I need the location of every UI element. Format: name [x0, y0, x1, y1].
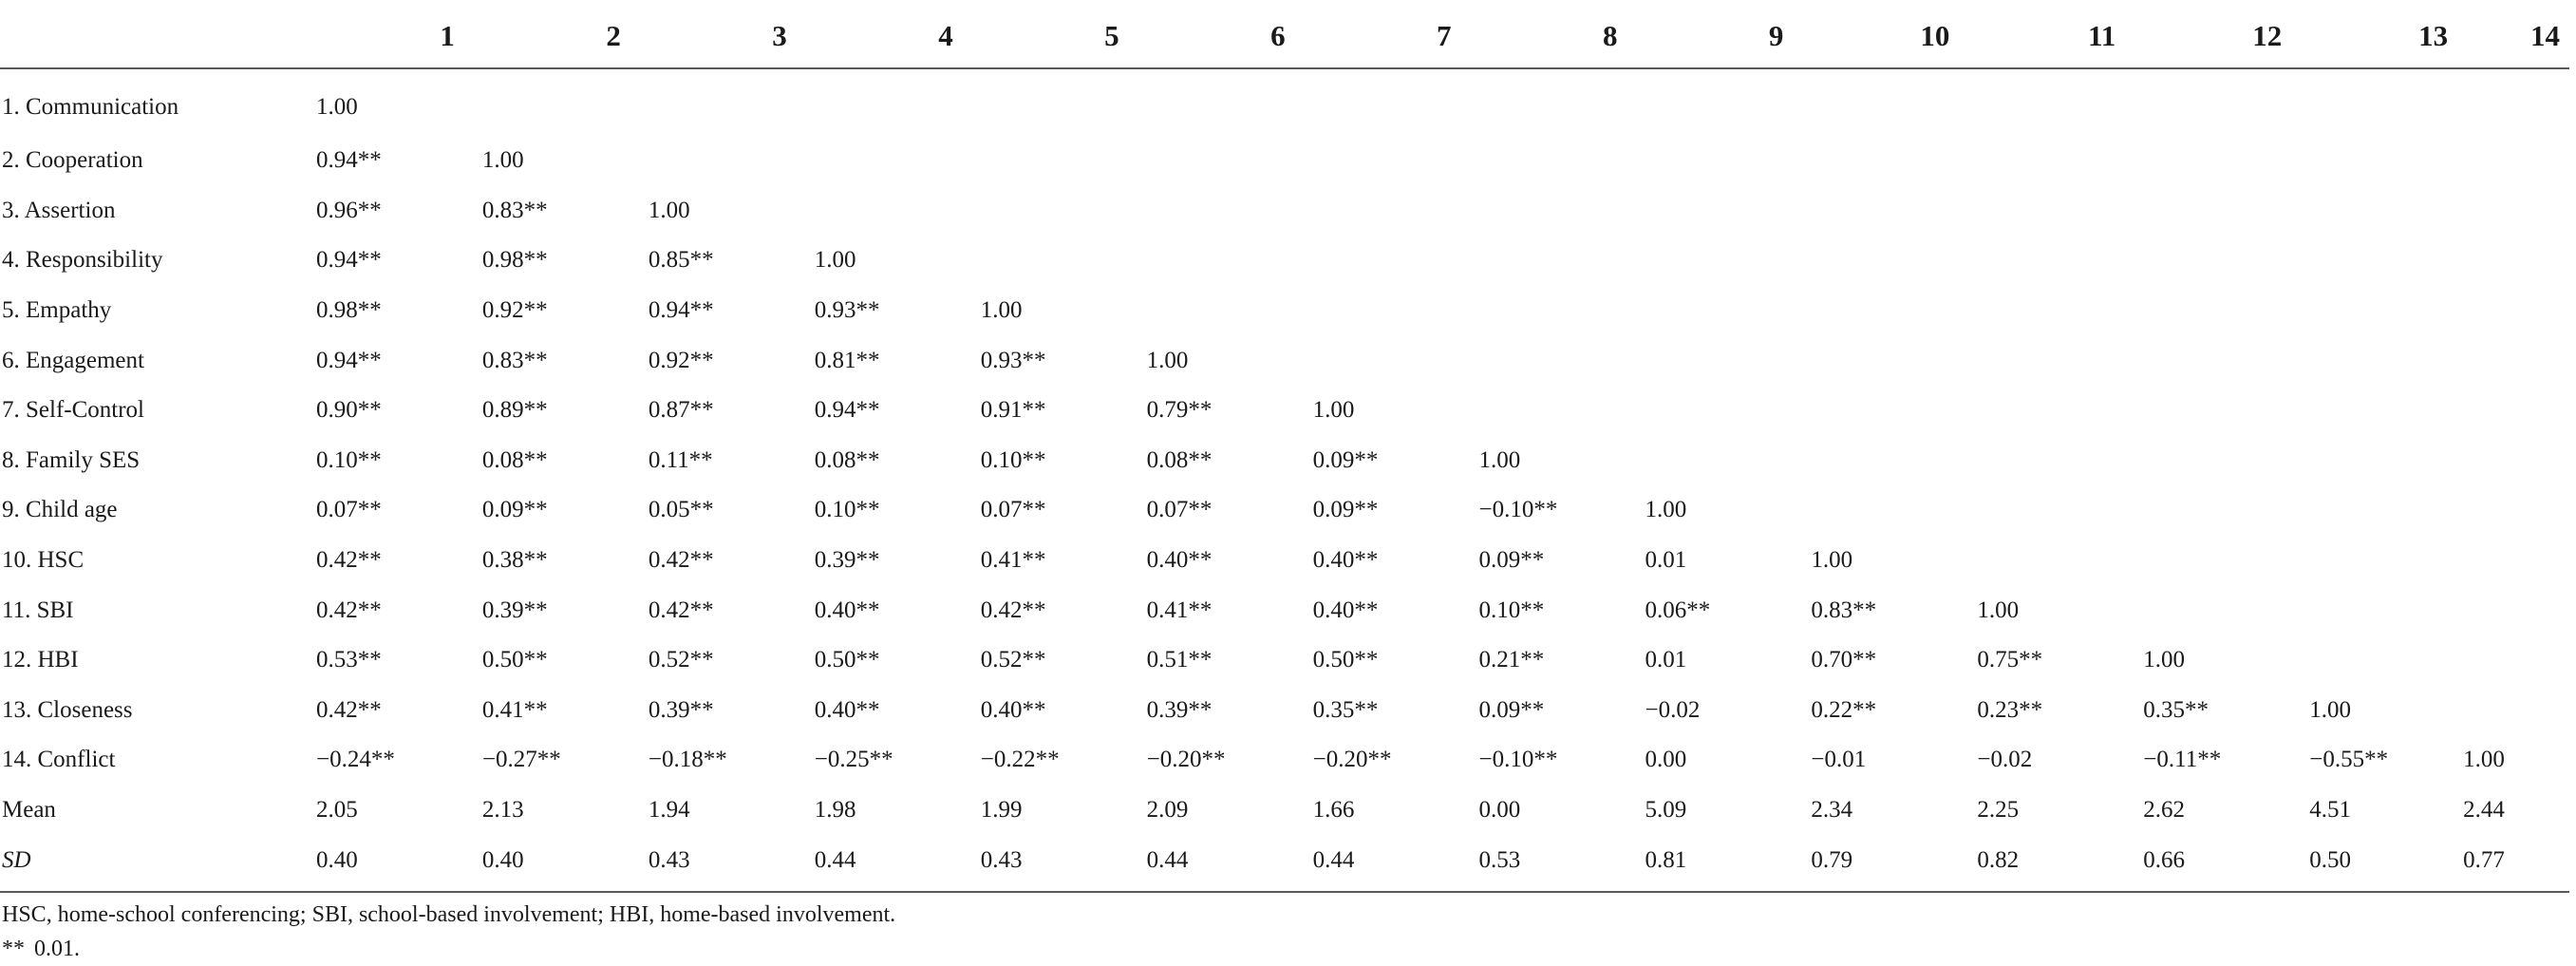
- table-cell: 0.53: [1457, 835, 1624, 892]
- table-cell: 0.50: [2287, 835, 2454, 892]
- table-cell: −0.22**: [980, 747, 1060, 773]
- table-cell: 0.40**: [980, 696, 1046, 723]
- table-cell: [2287, 585, 2454, 635]
- table-cell: 0.40**: [1146, 547, 1213, 574]
- table-notes: [2, 898, 895, 966]
- significance-symbol: **: [2, 937, 25, 961]
- table-cell: 1.00: [481, 147, 524, 174]
- table-cell: [2287, 635, 2454, 686]
- table-cell: [1291, 186, 1457, 237]
- table-cell: 2.44: [2463, 797, 2505, 824]
- table-cell: 0.70**: [1811, 647, 1877, 673]
- table-cell: 0.05**: [648, 497, 714, 523]
- table-cell: [1955, 186, 2121, 237]
- table-cell: 0.44: [1291, 835, 1457, 892]
- table-cell: [2287, 236, 2454, 286]
- table-cell: [2454, 286, 2569, 336]
- table-cell: 0.66: [2121, 835, 2287, 892]
- table-cell: 0.07**: [980, 497, 1046, 523]
- table-cell: [959, 68, 1125, 136]
- table-cell: −0.02: [1977, 747, 2033, 773]
- table-cell: 0.42**: [315, 547, 382, 574]
- table-cell: [2454, 485, 2569, 536]
- table-cell: 0.21**: [1478, 647, 1545, 673]
- table-cell: 0.83**: [1811, 597, 1877, 623]
- table-cell: 1.00: [1645, 497, 1687, 523]
- table-cell: 0.01: [1645, 647, 1687, 673]
- table-cell: 2.34: [1811, 797, 1853, 824]
- table-cell: 0.52**: [648, 647, 714, 673]
- column-header-9: 9: [1623, 14, 1789, 68]
- row-label: 4. Responsibility: [2, 247, 163, 274]
- table-cell: 0.50**: [1312, 647, 1379, 673]
- table-cell: [1955, 485, 2121, 536]
- table-cell: 1.00: [2309, 696, 2351, 723]
- column-header-1: 1: [294, 14, 461, 68]
- table-cell: [1789, 236, 1955, 286]
- table-cell: 2.25: [1977, 797, 2020, 824]
- table-cell: [1291, 236, 1457, 286]
- table-cell: 0.07**: [315, 497, 382, 523]
- significance-text: 0.01.: [34, 937, 80, 961]
- table-cell: 0.06**: [1645, 597, 1711, 623]
- table-cell: 0.94**: [315, 147, 382, 174]
- correlation-table: [0, 14, 2569, 893]
- table-cell: [2121, 536, 2287, 586]
- table-cell: −0.55**: [2309, 747, 2389, 773]
- table-cell: 0.75**: [1977, 647, 2043, 673]
- table-row: [0, 536, 2569, 586]
- row-label: 9. Child age: [2, 497, 118, 523]
- table-cell: [793, 186, 959, 237]
- table-cell: [2121, 485, 2287, 536]
- table-cell: [2454, 236, 2569, 286]
- table-cell: [2454, 635, 2569, 686]
- table-row: [0, 236, 2569, 286]
- table-cell: 0.09**: [1312, 497, 1379, 523]
- table-cell: [2287, 536, 2454, 586]
- table-cell: 0.51**: [1146, 647, 1213, 673]
- table-cell: 1.99: [980, 797, 1023, 824]
- table-cell: 0.08**: [1146, 446, 1213, 473]
- table-cell: 0.94**: [315, 347, 382, 373]
- table-cell: [1125, 136, 1291, 186]
- table-cell: −0.10**: [1478, 497, 1558, 523]
- table-cell: [2287, 386, 2454, 436]
- table-cell: 0.39**: [481, 597, 548, 623]
- table-cell: 0.79**: [1146, 397, 1213, 424]
- row-label: SD: [0, 835, 294, 892]
- row-label: 14. Conflict: [2, 747, 116, 773]
- table-row: [0, 68, 2569, 136]
- table-cell: 0.96**: [315, 197, 382, 223]
- column-header-10: 10: [1789, 14, 1955, 68]
- table-cell: 0.10**: [1478, 597, 1545, 623]
- table-cell: 0.40**: [814, 696, 880, 723]
- column-header-14: 14: [2454, 14, 2569, 68]
- table-cell: 0.41**: [1146, 597, 1213, 623]
- table-row: [0, 286, 2569, 336]
- row-label: 1. Communication: [2, 94, 179, 120]
- table-cell: 0.85**: [648, 247, 714, 274]
- table-cell: [2287, 186, 2454, 237]
- table-cell: 0.81: [1623, 835, 1789, 892]
- column-header-8: 8: [1457, 14, 1624, 68]
- table-cell: [1789, 386, 1955, 436]
- column-header-6: 6: [1125, 14, 1291, 68]
- table-cell: [2454, 335, 2569, 386]
- table-row: [0, 335, 2569, 386]
- table-cell: 0.22**: [1811, 696, 1877, 723]
- table-cell: −0.10**: [1478, 747, 1558, 773]
- table-cell: 0.42**: [315, 696, 382, 723]
- table-cell: [1789, 335, 1955, 386]
- column-header-3: 3: [627, 14, 793, 68]
- table-cell: 2.13: [481, 797, 524, 824]
- table-cell: [2121, 68, 2287, 136]
- table-cell: 0.92**: [481, 297, 548, 324]
- table-cell: 1.00: [1146, 347, 1189, 373]
- table-cell: [2121, 386, 2287, 436]
- table-cell: 1.66: [1312, 797, 1355, 824]
- table-cell: 0.08**: [481, 446, 548, 473]
- table-cell: 4.51: [2309, 797, 2351, 824]
- table-cell: 2.05: [315, 797, 358, 824]
- table-cell: 1.00: [1312, 397, 1355, 424]
- table-cell: 0.40**: [1312, 597, 1379, 623]
- table-cell: [1623, 236, 1789, 286]
- table-cell: [1623, 335, 1789, 386]
- table-cell: 0.91**: [980, 397, 1046, 424]
- table-cell: [1457, 136, 1624, 186]
- table-cell: 0.94**: [648, 297, 714, 324]
- table-cell: [793, 136, 959, 186]
- table-cell: −0.25**: [814, 747, 893, 773]
- column-header-4: 4: [793, 14, 959, 68]
- table-cell: 0.07**: [1146, 497, 1213, 523]
- table-cell: [2287, 68, 2454, 136]
- table-cell: 1.94: [648, 797, 690, 824]
- table-cell: [1457, 286, 1624, 336]
- table-cell: [959, 186, 1125, 237]
- column-header-13: 13: [2287, 14, 2454, 68]
- table-cell: 0.83**: [481, 347, 548, 373]
- table-cell: [1291, 335, 1457, 386]
- column-header-2: 2: [461, 14, 627, 68]
- table-cell: −0.24**: [315, 747, 395, 773]
- table-cell: [1623, 436, 1789, 486]
- table-cell: [2121, 335, 2287, 386]
- table-cell: [1457, 386, 1624, 436]
- table-cell: 0.09**: [1478, 547, 1545, 574]
- table-cell: 0.10**: [980, 446, 1046, 473]
- table-cell: [2121, 186, 2287, 237]
- table-row: [0, 386, 2569, 436]
- table-cell: [2121, 436, 2287, 486]
- table-cell: 1.00: [980, 297, 1023, 324]
- header-row: [0, 14, 2569, 68]
- table-cell: 0.50**: [814, 647, 880, 673]
- table-cell: [1789, 68, 1955, 136]
- table-cell: [2121, 236, 2287, 286]
- table-cell: [1623, 136, 1789, 186]
- table-cell: [2454, 585, 2569, 635]
- table-cell: [2454, 386, 2569, 436]
- table-cell: 1.00: [315, 94, 358, 120]
- table-cell: 0.44: [793, 835, 959, 892]
- table-cell: 0.43: [627, 835, 793, 892]
- table-cell: [1623, 286, 1789, 336]
- table-cell: [2287, 136, 2454, 186]
- table-cell: [461, 68, 627, 136]
- table-cell: 0.41**: [980, 547, 1046, 574]
- table-cell: 0.94**: [814, 397, 880, 424]
- table-cell: 0.98**: [315, 297, 382, 324]
- table-row: [0, 136, 2569, 186]
- table-cell: 1.00: [648, 197, 690, 223]
- table-cell: 0.83**: [481, 197, 548, 223]
- table-cell: −0.20**: [1146, 747, 1226, 773]
- table-cell: 0.98**: [481, 247, 548, 274]
- table-cell: −0.01: [1811, 747, 1867, 773]
- table-cell: 0.11**: [648, 446, 713, 473]
- table-cell: 0.41**: [481, 696, 548, 723]
- table-cell: 0.39**: [814, 547, 880, 574]
- column-header-5: 5: [959, 14, 1125, 68]
- table-row: [0, 186, 2569, 237]
- table-cell: 0.23**: [1977, 696, 2043, 723]
- table-row: [0, 635, 2569, 686]
- table-cell: 1.00: [1977, 597, 2020, 623]
- table-cell: 0.44: [1125, 835, 1291, 892]
- significance-note: [2, 932, 895, 966]
- table-row: [0, 436, 2569, 486]
- table-cell: [627, 68, 793, 136]
- row-label: 12. HBI: [2, 647, 79, 673]
- table-cell: [1457, 335, 1624, 386]
- table-cell: [1291, 68, 1457, 136]
- row-label: Mean: [2, 797, 56, 824]
- table-cell: [1955, 386, 2121, 436]
- table-header: [0, 14, 2569, 68]
- table-row: [0, 485, 2569, 536]
- table-cell: [793, 68, 959, 136]
- table-cell: 0.40: [461, 835, 627, 892]
- table-cell: 0.93**: [814, 297, 880, 324]
- table-cell: 0.89**: [481, 397, 548, 424]
- row-label: 2. Cooperation: [2, 147, 143, 174]
- row-label: 11. SBI: [2, 597, 74, 623]
- table-cell: [1125, 236, 1291, 286]
- row-label: 10. HSC: [2, 547, 85, 574]
- table-cell: 0.08**: [814, 446, 880, 473]
- table-cell: 5.09: [1645, 797, 1687, 824]
- table-cell: −0.20**: [1312, 747, 1392, 773]
- table-cell: 0.82: [1955, 835, 2121, 892]
- table-cell: 0.09**: [1478, 696, 1545, 723]
- table-cell: 0.09**: [1312, 446, 1379, 473]
- table-cell: [1125, 68, 1291, 136]
- table-cell: [1955, 136, 2121, 186]
- table-cell: 0.00: [1478, 797, 1521, 824]
- table-cell: [1955, 536, 2121, 586]
- table-cell: 0.87**: [648, 397, 714, 424]
- table-cell: [959, 136, 1125, 186]
- table-cell: 0.09**: [481, 497, 548, 523]
- table-cell: [1955, 335, 2121, 386]
- table-cell: 0.40**: [814, 597, 880, 623]
- table-cell: [2121, 585, 2287, 635]
- table-cell: 0.50**: [481, 647, 548, 673]
- table-cell: −0.27**: [481, 747, 561, 773]
- table-cell: [2287, 286, 2454, 336]
- table-cell: [1955, 68, 2121, 136]
- table-cell: [2454, 686, 2569, 736]
- table-cell: 1.98: [814, 797, 856, 824]
- table-cell: 0.10**: [315, 446, 382, 473]
- table-cell: [2454, 186, 2569, 237]
- abbreviations-note: HSC, home-school conferencing; SBI, school-based involvement; HBI, home-based involvement.: [2, 902, 896, 927]
- table-cell: 1.00: [814, 247, 856, 274]
- table-cell: [1623, 386, 1789, 436]
- table-cell: 0.43: [959, 835, 1125, 892]
- table-cell: [1789, 186, 1955, 237]
- column-header-7: 7: [1291, 14, 1457, 68]
- table-cell: 0.92**: [648, 347, 714, 373]
- table-row: [0, 585, 2569, 635]
- table-cell: [1291, 286, 1457, 336]
- table-cell: 0.42**: [648, 547, 714, 574]
- table-cell: 1.00: [2143, 647, 2186, 673]
- table-cell: 2.09: [1146, 797, 1189, 824]
- table-cell: [2287, 436, 2454, 486]
- table-cell: [1457, 186, 1624, 237]
- column-header-11: 11: [1955, 14, 2121, 68]
- row-label: 5. Empathy: [2, 297, 112, 324]
- table-cell: 1.00: [2463, 747, 2505, 773]
- table-cell: [1955, 236, 2121, 286]
- table-cell: [2454, 536, 2569, 586]
- table-cell: [2121, 286, 2287, 336]
- table-cell: [2287, 485, 2454, 536]
- table-row: [0, 735, 2569, 786]
- table-cell: 0.35**: [1312, 696, 1379, 723]
- table-row: [0, 686, 2569, 736]
- table-cell: [1955, 436, 2121, 486]
- table-cell: 0.79: [1789, 835, 1955, 892]
- table-cell: 0.42**: [648, 597, 714, 623]
- row-label: 7. Self-Control: [2, 397, 144, 424]
- table-cell: [1125, 186, 1291, 237]
- table-row: [0, 835, 2569, 892]
- table-body: [0, 68, 2569, 892]
- table-cell: 0.53**: [315, 647, 382, 673]
- table-cell: 0.01: [1645, 547, 1687, 574]
- table-cell: [1291, 136, 1457, 186]
- table-cell: [1457, 68, 1624, 136]
- row-label: 13. Closeness: [2, 696, 133, 723]
- table-cell: 0.39**: [1146, 696, 1213, 723]
- row-label: 8. Family SES: [2, 446, 141, 473]
- row-label: 3. Assertion: [2, 197, 116, 223]
- table-cell: 0.42**: [315, 597, 382, 623]
- row-label: 6. Engagement: [2, 347, 144, 373]
- table-cell: [627, 136, 793, 186]
- table-cell: [2454, 68, 2569, 136]
- table-cell: −0.11**: [2143, 747, 2222, 773]
- table-cell: −0.18**: [648, 747, 727, 773]
- table-cell: 0.93**: [980, 347, 1046, 373]
- table-cell: [959, 236, 1125, 286]
- column-header-12: 12: [2121, 14, 2287, 68]
- table-cell: 0.38**: [481, 547, 548, 574]
- table-cell: 1.00: [1478, 446, 1521, 473]
- table-cell: 0.94**: [315, 247, 382, 274]
- table-cell: [1955, 286, 2121, 336]
- table-cell: 0.40**: [1312, 547, 1379, 574]
- table-cell: [2121, 136, 2287, 186]
- table-cell: [2287, 335, 2454, 386]
- table-cell: 0.42**: [980, 597, 1046, 623]
- table-cell: [2454, 136, 2569, 186]
- table-cell: 0.81**: [814, 347, 880, 373]
- table-cell: [2454, 436, 2569, 486]
- table-cell: 0.77: [2454, 835, 2569, 892]
- table-cell: 2.62: [2143, 797, 2186, 824]
- table-cell: 0.52**: [980, 647, 1046, 673]
- table-row: [0, 786, 2569, 836]
- table-cell: 1.00: [1811, 547, 1853, 574]
- table-cell: [1789, 436, 1955, 486]
- table-cell: 0.90**: [315, 397, 382, 424]
- table-cell: [1125, 286, 1291, 336]
- table-cell: [1789, 136, 1955, 186]
- table-cell: [1457, 236, 1624, 286]
- table-cell: [1623, 186, 1789, 237]
- table-cell: 0.40: [294, 835, 461, 892]
- table-cell: [1789, 286, 1955, 336]
- table-cell: 0.00: [1645, 747, 1687, 773]
- table-cell: [1789, 485, 1955, 536]
- table-cell: [1623, 68, 1789, 136]
- table-cell: 0.35**: [2143, 696, 2209, 723]
- header-corner: [0, 14, 294, 68]
- table-cell: 0.39**: [648, 696, 714, 723]
- table-cell: −0.02: [1645, 696, 1701, 723]
- table-cell: 0.10**: [814, 497, 880, 523]
